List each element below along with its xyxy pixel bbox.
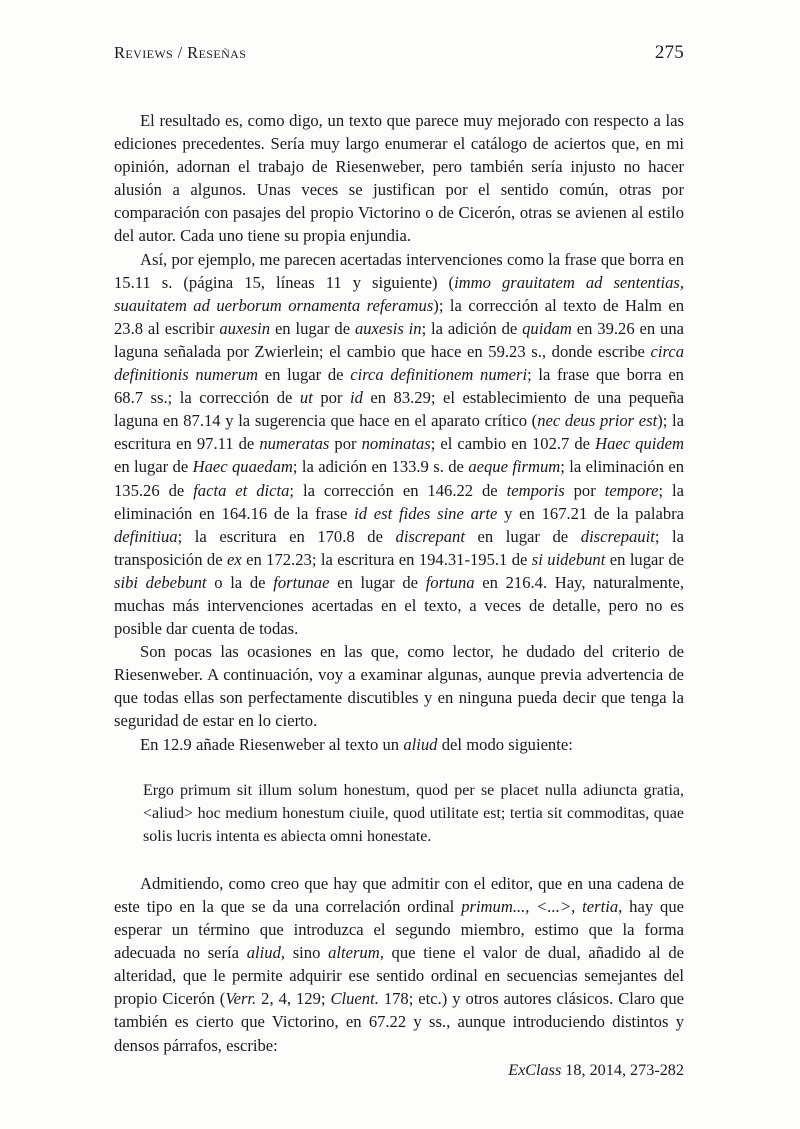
italic-run: alterum xyxy=(328,943,380,963)
page-number: 275 xyxy=(654,42,684,63)
italic-run: ex xyxy=(226,549,242,569)
italic-run: immo grauitatem ad sententias, suauitatem ad uerborum ornamenta referamus xyxy=(114,272,684,315)
italic-run: aliud, xyxy=(246,943,286,963)
italic-run: primum..., <...>, tertia xyxy=(461,897,619,916)
italic-run: definitiua xyxy=(114,526,178,546)
italic-run: circa definitionem numeri xyxy=(350,365,528,385)
italic-run: tempore xyxy=(604,480,659,500)
italic-run: temporis xyxy=(506,480,565,500)
main-text-block xyxy=(114,109,684,1057)
footer-journal-name: ExClass xyxy=(508,1061,562,1079)
quote-spacer-bottom xyxy=(114,848,684,872)
italic-run: facta et dicta xyxy=(193,480,290,500)
footer xyxy=(114,1061,684,1080)
footer-citation: 18, 2014, 273-282 xyxy=(561,1061,684,1079)
italic-run: id est fides sine arte xyxy=(354,503,498,523)
italic-run: ut xyxy=(299,388,313,408)
paragraph-5: Admitiendo, como creo que hay que admitir con el editor, que en una cadena de este tipo en la que se da una correlación ordinal primum..., <...>, tertia, hay que esperar un término que introduzca el segundo miembro, estimo que la forma adecuada no sería aliud, sino alterum, que tiene el valor de dual, añadido al de alteridad, que le permite adquirir ese sentido ordinal en secuencias semejantes del propio Cicerón (Verr. 2, 4, 129; Cluent. 178; etc.) y otros autores clásicos. Claro que también es cierto que Victorino, en 67.22 y ss., aunque introduciendo distintos y densos párrafos, escribe: xyxy=(114,873,684,1055)
paragraph-1: El resultado es, como digo, un texto que parece muy mejorado con respecto a las ediciones precedentes. Sería muy largo enumerar el catálogo de aciertos que, en mi opinión, adornan el trabajo de Riesenweber, pero también sería injusto no hacer alusión a algunos. Unas veces se justifican por el sentido común, otras por comparación con pasajes del propio Victorino o de Cicerón, otras se avienen al estilo del autor. Cada uno tiene su propia enjundia. xyxy=(114,111,684,246)
block-quote: Ergo primum sit illum solum honestum, quod per se placet nulla adiuncta gratia, <aliud> hoc medium honestum ciuile, quod utilitate est; tertia sit commoditas, quae solis lucris intenta es abiecta omni honestate. xyxy=(143,781,684,845)
italic-run: aeque firmum xyxy=(468,457,561,477)
italic-run: quidam xyxy=(522,318,572,338)
italic-run: numeratas xyxy=(259,434,330,454)
italic-run: id xyxy=(349,388,363,408)
italic-run: auxesin xyxy=(219,318,271,338)
italic-run: fortunae xyxy=(273,572,330,592)
italic-run: discrepant xyxy=(395,526,465,546)
italic-run: sibi debebunt xyxy=(114,572,207,592)
italic-run: discrepauit xyxy=(580,526,655,546)
italic-run: circa definitionis numerum xyxy=(114,341,684,385)
italic-run: auxesis in xyxy=(354,318,422,338)
italic-run: Haec quaedam xyxy=(192,457,293,477)
italic-run: Verr. xyxy=(225,989,257,1009)
italic-run: Cluent. xyxy=(330,989,379,1009)
italic-run: si uidebunt xyxy=(531,549,606,569)
italic-run: nec deus prior est xyxy=(537,411,658,431)
quote-spacer-top xyxy=(114,756,684,779)
running-head-title: Reviews / Reseñas xyxy=(114,43,247,62)
paragraph-3: Son pocas las ocasiones en las que, como lector, he dudado del criterio de Riesenweber. A continuación, voy a examinar algunas, aunque previa advertencia de que todas ellas son perfectamente discutibles y en ninguna pueda decir que tenga la seguridad de estar en lo cierto. xyxy=(114,642,684,731)
paragraph-4: En 12.9 añade Riesenweber al texto un aliud del modo siguiente: xyxy=(140,734,573,754)
italic-run: fortuna xyxy=(425,572,475,592)
italic-run: Haec quidem xyxy=(595,434,684,454)
running-head xyxy=(114,42,684,66)
italic-run: aliud xyxy=(403,734,438,754)
paragraph-2: Así, por ejemplo, me parecen acertadas intervenciones como la frase que borra en 15.11 s. (página 15, líneas 11 y siguiente) (immo grauitatem ad sententias, suauitatem ad uerborum ornamenta referamus); la corrección al texto de Halm en 23.8 al escribir auxesin en lugar de auxesis in; la adición de quidam en 39.26 en una laguna señalada por Zwierlein; el cambio que hace en 59.23 s., donde escribe circa definitionis numerum en lugar de circa definitionem numeri; la frase que borra en 68.7 ss.; la corrección de ut por id en 83.29; el establecimiento de una pequeña laguna en 87.14 y la sugerencia que hace en el aparato crítico (nec deus prior est); la escritura en 97.11 de numeratas por nominatas; el cambio en 102.7 de Haec quidem en lugar de Haec quaedam; la adición en 133.9 s. de aeque firmum; la eliminación en 135.26 de facta et dicta; la corrección en 146.22 de temporis por tempore; la eliminación en 164.16 de la frase id est fides sine arte y en 167.21 de la palabra definitiua; la escritura en 170.8 de discrepant en lugar de discrepauit; la transposición de ex en 172.23; la escritura en 194.31-195.1 de si uidebunt en lugar de sibi debebunt o la de fortunae en lugar de fortuna en 216.4. Hay, naturalmente, muchas más intervenciones acertadas en el texto, a veces de detalle, pero no es posible dar cuenta de todas. xyxy=(114,249,685,639)
italic-run: nominatas xyxy=(361,434,431,454)
